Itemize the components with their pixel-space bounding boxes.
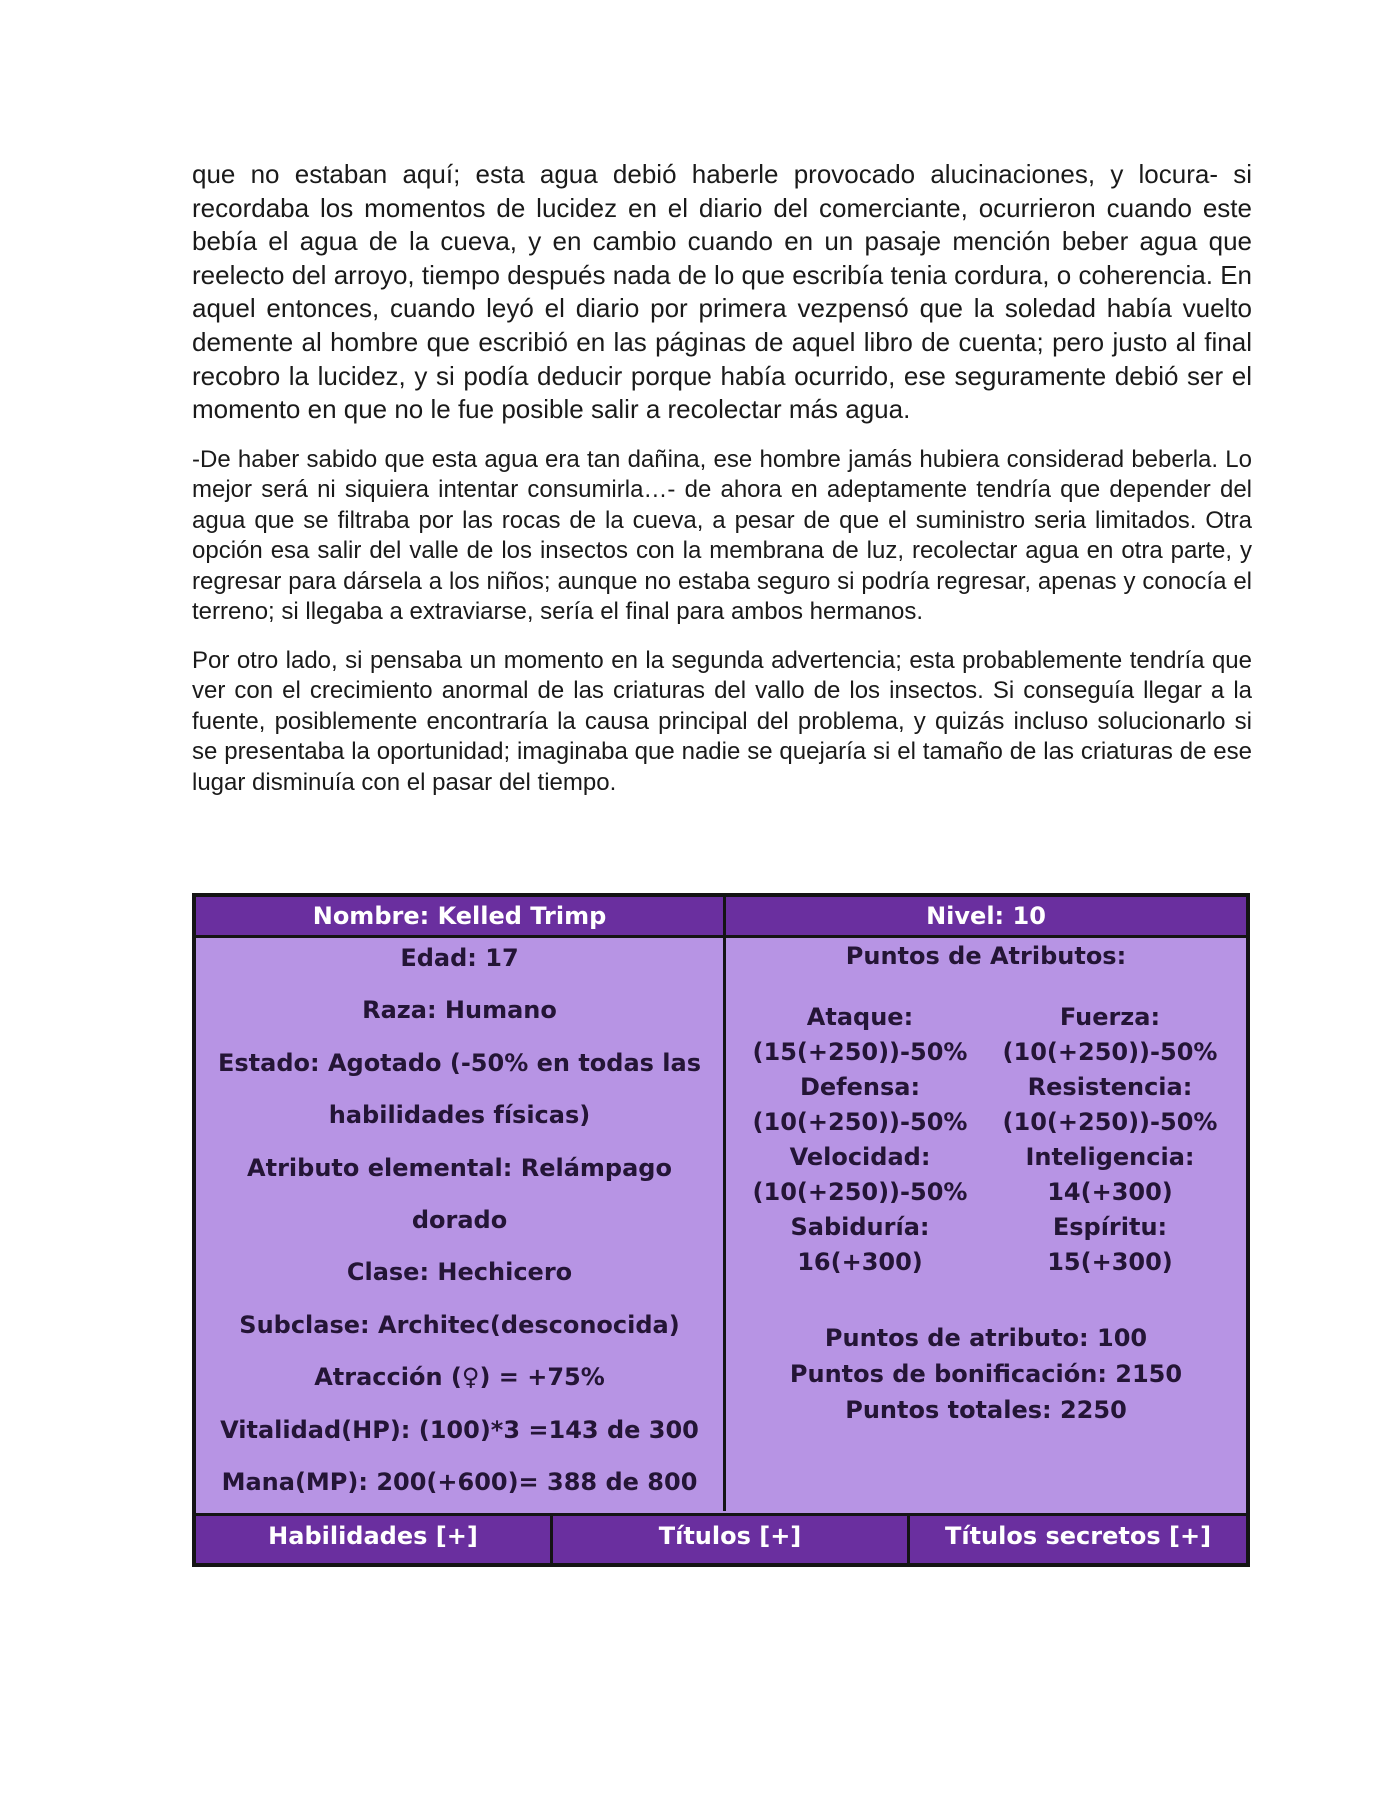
status-sheet [192,893,1250,1567]
attribute-label: Ataque: [806,1003,914,1031]
attribute-title: Puntos de Atributos: [845,942,1127,970]
info-line: Atributo elemental: Relámpago [247,1153,672,1182]
attribute-value: (15(+250))-50% [752,1038,968,1066]
info-line: Vitalidad(HP): (100)*3 =143 de 300 [220,1415,699,1444]
attribute-value: (10(+250))-50% [1002,1108,1218,1136]
total-points: Puntos totales: 2250 [845,1396,1127,1424]
attribute-value: (10(+250))-50% [752,1178,968,1206]
attribute-value: (10(+250))-50% [752,1108,968,1136]
attribute-value: 16(+300) [797,1248,923,1276]
attribute-grid [738,1000,1246,1280]
info-line: Mana(MP): 200(+600)= 388 de 800 [221,1467,698,1496]
status-footer [196,1513,1246,1563]
attribute-label: Espíritu: [1052,1213,1168,1241]
character-level: Nivel: 10 [926,902,1046,930]
attribute-label: Sabiduría: [790,1213,930,1241]
attribute-value: 14(+300) [1047,1178,1173,1206]
character-info [196,938,726,1511]
attribute-label: Inteligencia: [1025,1143,1195,1171]
attribute-points: Puntos de atributo: 100 [824,1324,1148,1352]
paragraph: que no estaban aquí; esta agua debió haberle provocado alucinaciones, y locura- si recordaba los momentos de lucidez en el diario del comerciante, ocurrieron cuando este bebía el agua de la cueva, y en cambio cuando en un pasaje mención beber agua que reelecto del arroyo, tiempo después nada de lo que escribía tenia cordura, o coherencia. En aquel entonces, cuando leyó el diario por primera vezpensó que la soledad había vuelto demente al hombre que escribió en las páginas de aquel libro de cuenta; pero justo al final recobro la lucidez, y si podía deducir porque había ocurrido, ese seguramente debió ser el momento en que no le fue posible salir a recolectar más agua. [192,159,1252,425]
paragraph: Por otro lado, si pensaba un momento en la segunda advertencia; esta probablemente tendría que ver con el crecimiento anormal de las criaturas del vallo de los insectos. Si conseguía llegar a la fuente, posiblemente encontraría la causa principal del problema, y quizás incluso solucionarlo si se presentaba la oportunidad; imaginaba que nadie se quejaría si el tamaño de las criaturas de ese lugar disminuía con el pasar del tiempo. [192,646,1252,796]
attribute-value: 15(+300) [1047,1248,1173,1276]
points-totals [726,1320,1246,1428]
titles-toggle[interactable]: Títulos [+] [553,1516,910,1563]
attribute-panel [726,938,1246,1511]
character-name: Nombre: Kelled Trimp [196,897,726,935]
attribute-label: Resistencia: [1027,1073,1193,1101]
story-text [192,158,1252,798]
info-line: Subclase: Architec(desconocida) [239,1310,680,1339]
attribute-value: (10(+250))-50% [1002,1038,1218,1066]
attribute-label: Velocidad: [789,1143,931,1171]
attribute-label: Fuerza: [1059,1003,1161,1031]
secret-titles-toggle[interactable]: Títulos secretos [+] [944,1521,1212,1550]
info-line: Raza: Humano [362,996,557,1025]
info-line: dorado [411,1205,508,1234]
attribute-label: Defensa: [799,1073,921,1101]
info-line: Atracción (♀) = +75% [314,1363,605,1392]
info-line: habilidades físicas) [328,1101,591,1130]
info-line: Clase: Hechicero [346,1258,573,1287]
bonus-points: Puntos de bonificación: 2150 [789,1360,1183,1388]
paragraph: -De haber sabido que esta agua era tan dañina, ese hombre jamás hubiera considerad beberla. Lo mejor será ni siquiera intentar consumirla…- de ahora en adeptamente tendría que depender del agua que se filtraba por las rocas de la cueva, a pesar de que el suministro seria limitados. Otra opción esa salir del valle de los insectos con la membrana de luz, recolectar agua en otra parte, y regresar para dársela a los niños; aunque no estaba seguro si podría regresar, apenas y conocía el terreno; si llegaba a extraviarse, sería el final para ambos hermanos. [192,445,1252,626]
info-line: Edad: 17 [400,944,519,972]
skills-toggle[interactable]: Habilidades [+] [196,1516,553,1563]
info-line: Estado: Agotado (-50% en todas las [217,1048,702,1077]
